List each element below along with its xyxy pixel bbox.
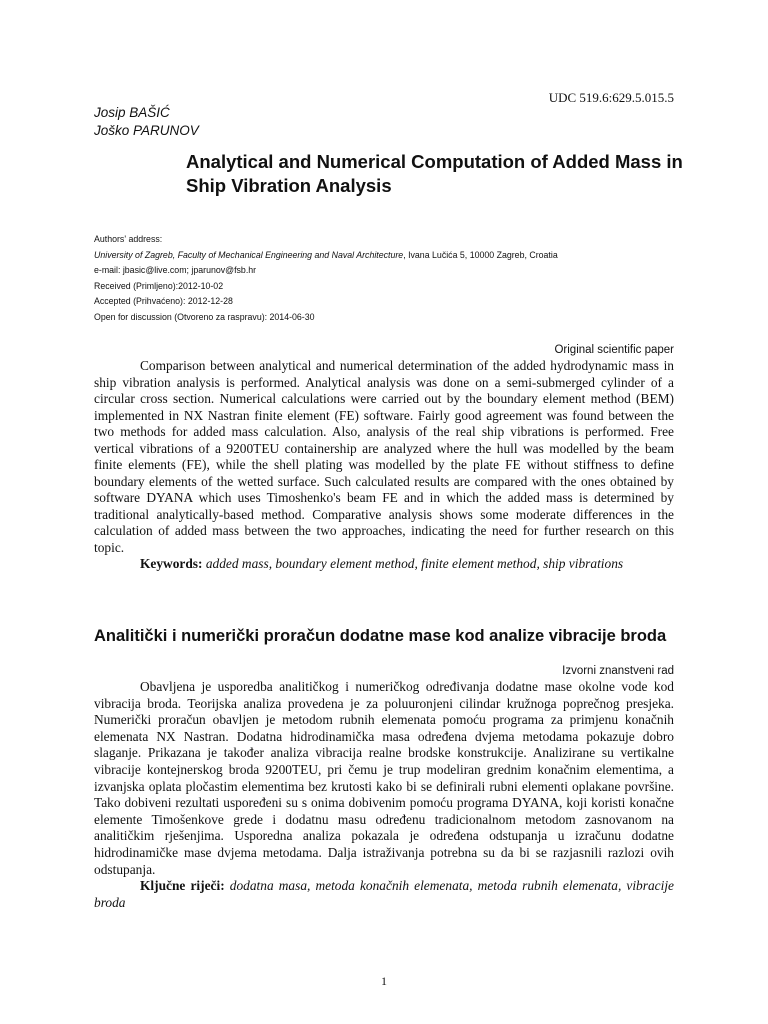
discussion-date: Open for discussion (Otvoreno za raspravu): 2014-06-30	[94, 311, 315, 322]
croatian-title: Analitički i numerički proračun dodatne mase kod analize vibracije broda	[94, 627, 667, 645]
author-address-block	[94, 232, 694, 325]
keywords-hr-text: dodatna masa, metoda konačnih elemenata, metoda rubnih elemenata, vibracije broda	[94, 878, 674, 910]
paper-type-en: Original scientific paper	[554, 344, 674, 356]
received-date: Received (Primljeno):2012-10-02	[94, 280, 224, 291]
street-address: , Ivana Lučića 5, 10000 Zagreb, Croatia	[403, 249, 558, 260]
keywords-hr-label: Ključne riječi:	[140, 878, 225, 894]
abstract-en	[94, 358, 674, 573]
address-label: Authors' address:	[94, 234, 163, 244]
abstract-hr	[94, 679, 674, 911]
institution: University of Zagreb, Faculty of Mechanical Engineering and Naval Architecture	[94, 249, 404, 260]
author-name: Josip BAŠIĆ	[94, 105, 170, 120]
email-line: e-mail: jbasic@live.com; jparunov@fsb.hr	[94, 265, 257, 275]
udc-code: UDC 519.6:629.5.015.5	[548, 90, 674, 105]
keywords-en-text: added mass, boundary element method, finite element method, ship vibrations	[205, 556, 624, 571]
keywords-en	[94, 556, 674, 573]
author-list	[94, 104, 199, 140]
keywords-en-label: Keywords:	[140, 556, 203, 571]
author-name: Joško PARUNOV	[94, 123, 199, 138]
page-number: 1	[381, 974, 387, 988]
address-line	[94, 248, 694, 264]
keywords-hr	[94, 878, 674, 911]
abstract-hr-text: Obavljena je usporedba analitičkog i numeričkog određivanja dodatne mase okolne vode kod vibracija broda. Teorijska analiza provedena je za poluuronjeni cilindar kružnoga poprečnog presjeka. Numerički proračun obavljen je metodom rubnih elemenata pomoću programa za primjenu konačnih elemenata NX Nastran. Dodatna hidrodinamička masa određena dvjema metodama pokazuje dobro slaganje. Prikazana je također analiza vibracija realne brodske konstrukcije. Analizirane su vertikalne vibracije kontejnerskog broda 9200TEU, pri čemu je trup modeliran grednim konačnim elementima, a izvanjska oplata pločastim elementima bez krutosti kako bi se definirali rubni elementi oplakane površine. Tako dobiveni rezultati uspoređeni su s onima dobivenim pomoću programa DYANA, koji koristi konačne elemente Timošenkove grede i dodatnu masu određenu tradicionalnom metodom zasnovanom na analitičkim rješenjima. Usporedna analiza pokazala je određena odstupanja u izračunu dodatne hidrodinamičke mase dvjema metodama. Dalja istraživanja potrebna su da bi se razjasnili razlozi ovih odstupanja.	[94, 679, 674, 877]
accepted-date: Accepted (Prihvaćeno): 2012-12-28	[94, 296, 233, 306]
abstract-en-text: Comparison between analytical and numerical determination of the added hydrodynamic mass in ship vibration analysis is performed. Analytical analysis was done on a semi-submerged cylinder of a circular cross section. Numerical calculations were carried out by the boundary element method (BEM) implemented in NX Nastran finite element (FE) software. Fairly good agreement was found between the two methods for added mass calculation. Also, analysis of the real ship vibrations is performed. Free vertical vibrations of a 9200TEU containership are analyzed where the hull was modelled by the beam finite elements (FE), while the shell plating was modelled by the plate FE without stiffness to define boundary elements of the wetted surface. Such calculated results are compared with the ones obtained by software DYANA which uses Timoshenko's beam FE and in which the added mass is determined by traditional analytically-based method. Comparative analysis shows some moderate differences in the calculation of added mass between the two approaches, indicating the need for further research on this topic.	[94, 358, 674, 555]
paper-title: Analytical and Numerical Computation of Added Mass in Ship Vibration Analysis	[186, 151, 683, 196]
paper-type-hr: Izvorni znanstveni rad	[562, 665, 674, 677]
